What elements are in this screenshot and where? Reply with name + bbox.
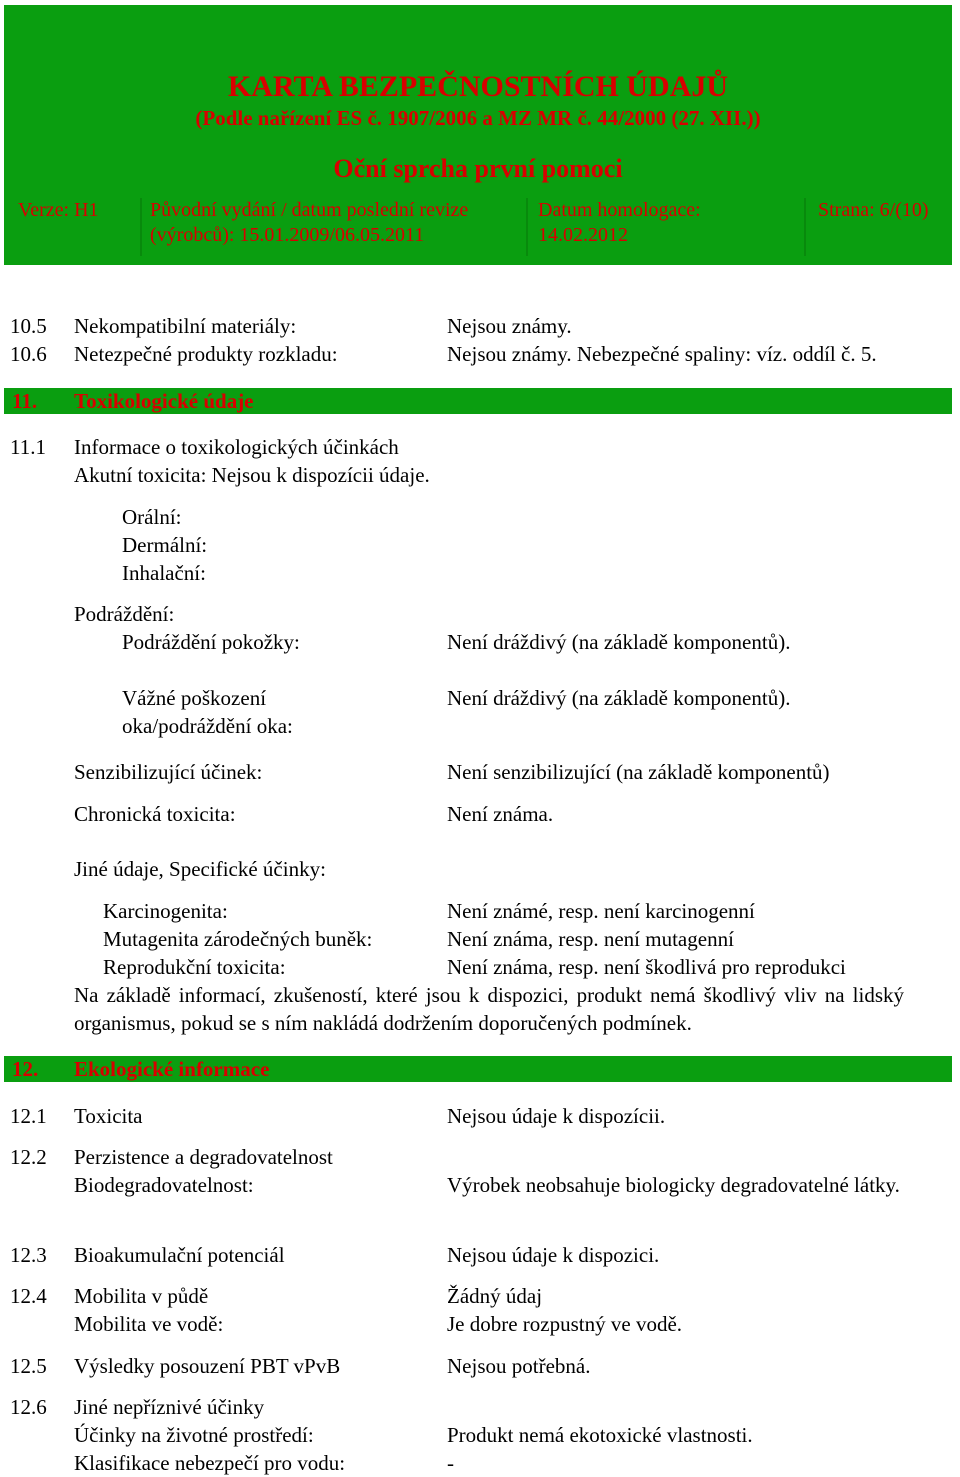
sensitization-value: Není senzibilizující (na základě komponentů) xyxy=(447,760,830,784)
row-number: 12.4 xyxy=(10,1284,47,1308)
water-mobility-value: Je dobre rozpustný ve vodě. xyxy=(447,1312,683,1336)
persistence-label: Perzistence a degradovatelnost xyxy=(74,1145,333,1169)
row-number: 11.1 xyxy=(10,435,46,459)
decomposition-products-label: Netezpečné produkty rozkladu: xyxy=(74,342,338,366)
mutagenicity-value: Není známa, resp. není mutagenní xyxy=(447,927,734,951)
regulation-subtitle: (Podle nařízení ES č. 1907/2006 a MZ MR č. 44/2000 (27. XII.)) xyxy=(195,106,761,130)
section-12-header xyxy=(4,1056,952,1082)
acute-toxicity: Akutní toxicita: Nejsou k dispozícii údaje. xyxy=(74,463,430,487)
water-hazard-class-label: Klasifikace nebezpečí pro vodu: xyxy=(74,1451,346,1475)
dermal-label: Dermální: xyxy=(122,533,208,557)
issue-date xyxy=(150,198,468,256)
irritation-label: Podráždění: xyxy=(74,602,175,626)
mutagenicity-label: Mutagenita zárodečných buněk: xyxy=(103,927,373,951)
row-number: 10.5 xyxy=(10,314,47,338)
section-11-header xyxy=(4,388,952,414)
eye-damage-value: Není dráždivý (na základě komponentů). xyxy=(447,686,791,710)
version: Verze: H1 xyxy=(18,199,99,221)
environment-effects-value: Produkt nemá ekotoxické vlastnosti. xyxy=(447,1423,753,1447)
row-number: 12.5 xyxy=(10,1354,47,1378)
document-title: KARTA BEZPEČNOSTNÍCH ÚDAJŮ xyxy=(227,70,729,103)
row-number: 12.2 xyxy=(10,1145,47,1169)
section-title: Toxikologické údaje xyxy=(74,389,254,413)
row-number: 12.6 xyxy=(10,1395,47,1419)
cell-divider xyxy=(804,198,806,256)
row-number: 10.6 xyxy=(10,342,47,366)
incompatible-materials-label: Nekompatibilní materiály: xyxy=(74,314,297,338)
pbt-assessment-value: Nejsou potřebná. xyxy=(447,1354,591,1378)
section-number: 12. xyxy=(12,1057,39,1081)
other-effects-label: Jiné údaje, Specifické účinky: xyxy=(74,857,326,881)
soil-mobility-value: Žádný údaj xyxy=(447,1284,543,1308)
skin-irritation-value: Není dráždivý (na základě komponentů). xyxy=(447,630,791,654)
row-number: 12.1 xyxy=(10,1104,47,1128)
other-adverse-effects-label: Jiné nepříznivé účinky xyxy=(74,1395,265,1419)
chronic-toxicity-label: Chronická toxicita: xyxy=(74,802,236,826)
homologation-date: 14.02.2012 xyxy=(538,224,628,246)
water-mobility-label: Mobilita ve vodě: xyxy=(74,1312,224,1336)
oral-label: Orální: xyxy=(122,505,182,529)
eye-damage-label-line2: oka/podráždění oka: xyxy=(122,714,293,738)
section-number: 11. xyxy=(12,389,38,413)
inhalation-label: Inhalační: xyxy=(122,561,206,585)
carcinogenicity-label: Karcinogenita: xyxy=(103,899,228,923)
sensitization-label: Senzibilizující účinek: xyxy=(74,760,263,784)
biodegradability-label: Biodegradovatelnost: xyxy=(74,1173,254,1197)
environment-effects-label: Účinky na životné prostředí: xyxy=(74,1423,314,1447)
biodegradability-value: Výrobek neobsahuje biologicky degradovatelné látky. xyxy=(447,1173,900,1197)
chronic-toxicity-value: Není známa. xyxy=(447,802,554,826)
incompatible-materials-value: Nejsou známy. xyxy=(447,314,572,338)
carcinogenicity-value: Není známé, resp. není karcinogenní xyxy=(447,899,755,923)
homologation xyxy=(538,198,701,256)
cell-divider xyxy=(140,198,142,256)
decomposition-products-value: Nejsou známy. Nebezpečné spaliny: víz. oddíl č. 5. xyxy=(447,342,877,366)
reproductive-toxicity-label: Reprodukční toxicita: xyxy=(103,955,286,979)
toxicology-conclusion: Na základě informací, zkušeností, které jsou k dispozici, produkt nemá škodlivý vliv na lidský organismus, pokud se s ním nakládá dodržením doporučených podmínek. xyxy=(74,983,904,1035)
document-header xyxy=(4,5,952,265)
eye-damage-label-line1: Vážné poškození xyxy=(122,686,267,710)
tox-info-title: Informace o toxikologických účinkách xyxy=(74,435,399,459)
toxicity-value: Nejsou údaje k dispozícii. xyxy=(447,1104,666,1128)
cell-divider xyxy=(526,198,528,256)
section-title: Ekologické informace xyxy=(74,1057,270,1081)
row-number: 12.3 xyxy=(10,1243,47,1267)
bioaccumulation-value: Nejsou údaje k dispozici. xyxy=(447,1243,660,1267)
bioaccumulation-label: Bioakumulační potenciál xyxy=(74,1243,285,1267)
product-name: Oční sprcha první pomoci xyxy=(333,154,623,183)
homologation-label: Datum homologace: xyxy=(538,199,701,221)
pbt-assessment-label: Výsledky posouzení PBT vPvB xyxy=(74,1354,341,1378)
issue-date-line2: (výrobců): 15.01.2009/06.05.2011 xyxy=(150,224,425,246)
water-hazard-class-value: - xyxy=(447,1451,454,1475)
issue-date-line1: Původní vydání / datum poslední revize xyxy=(150,199,469,221)
soil-mobility-label: Mobilita v půdě xyxy=(74,1284,209,1308)
page-number: Strana: 6/(10) xyxy=(818,199,929,221)
reproductive-toxicity-value: Není známa, resp. není škodlivá pro reprodukci xyxy=(447,955,846,979)
skin-irritation-label: Podráždění pokožky: xyxy=(122,630,300,654)
toxicity-label: Toxicita xyxy=(74,1104,143,1128)
